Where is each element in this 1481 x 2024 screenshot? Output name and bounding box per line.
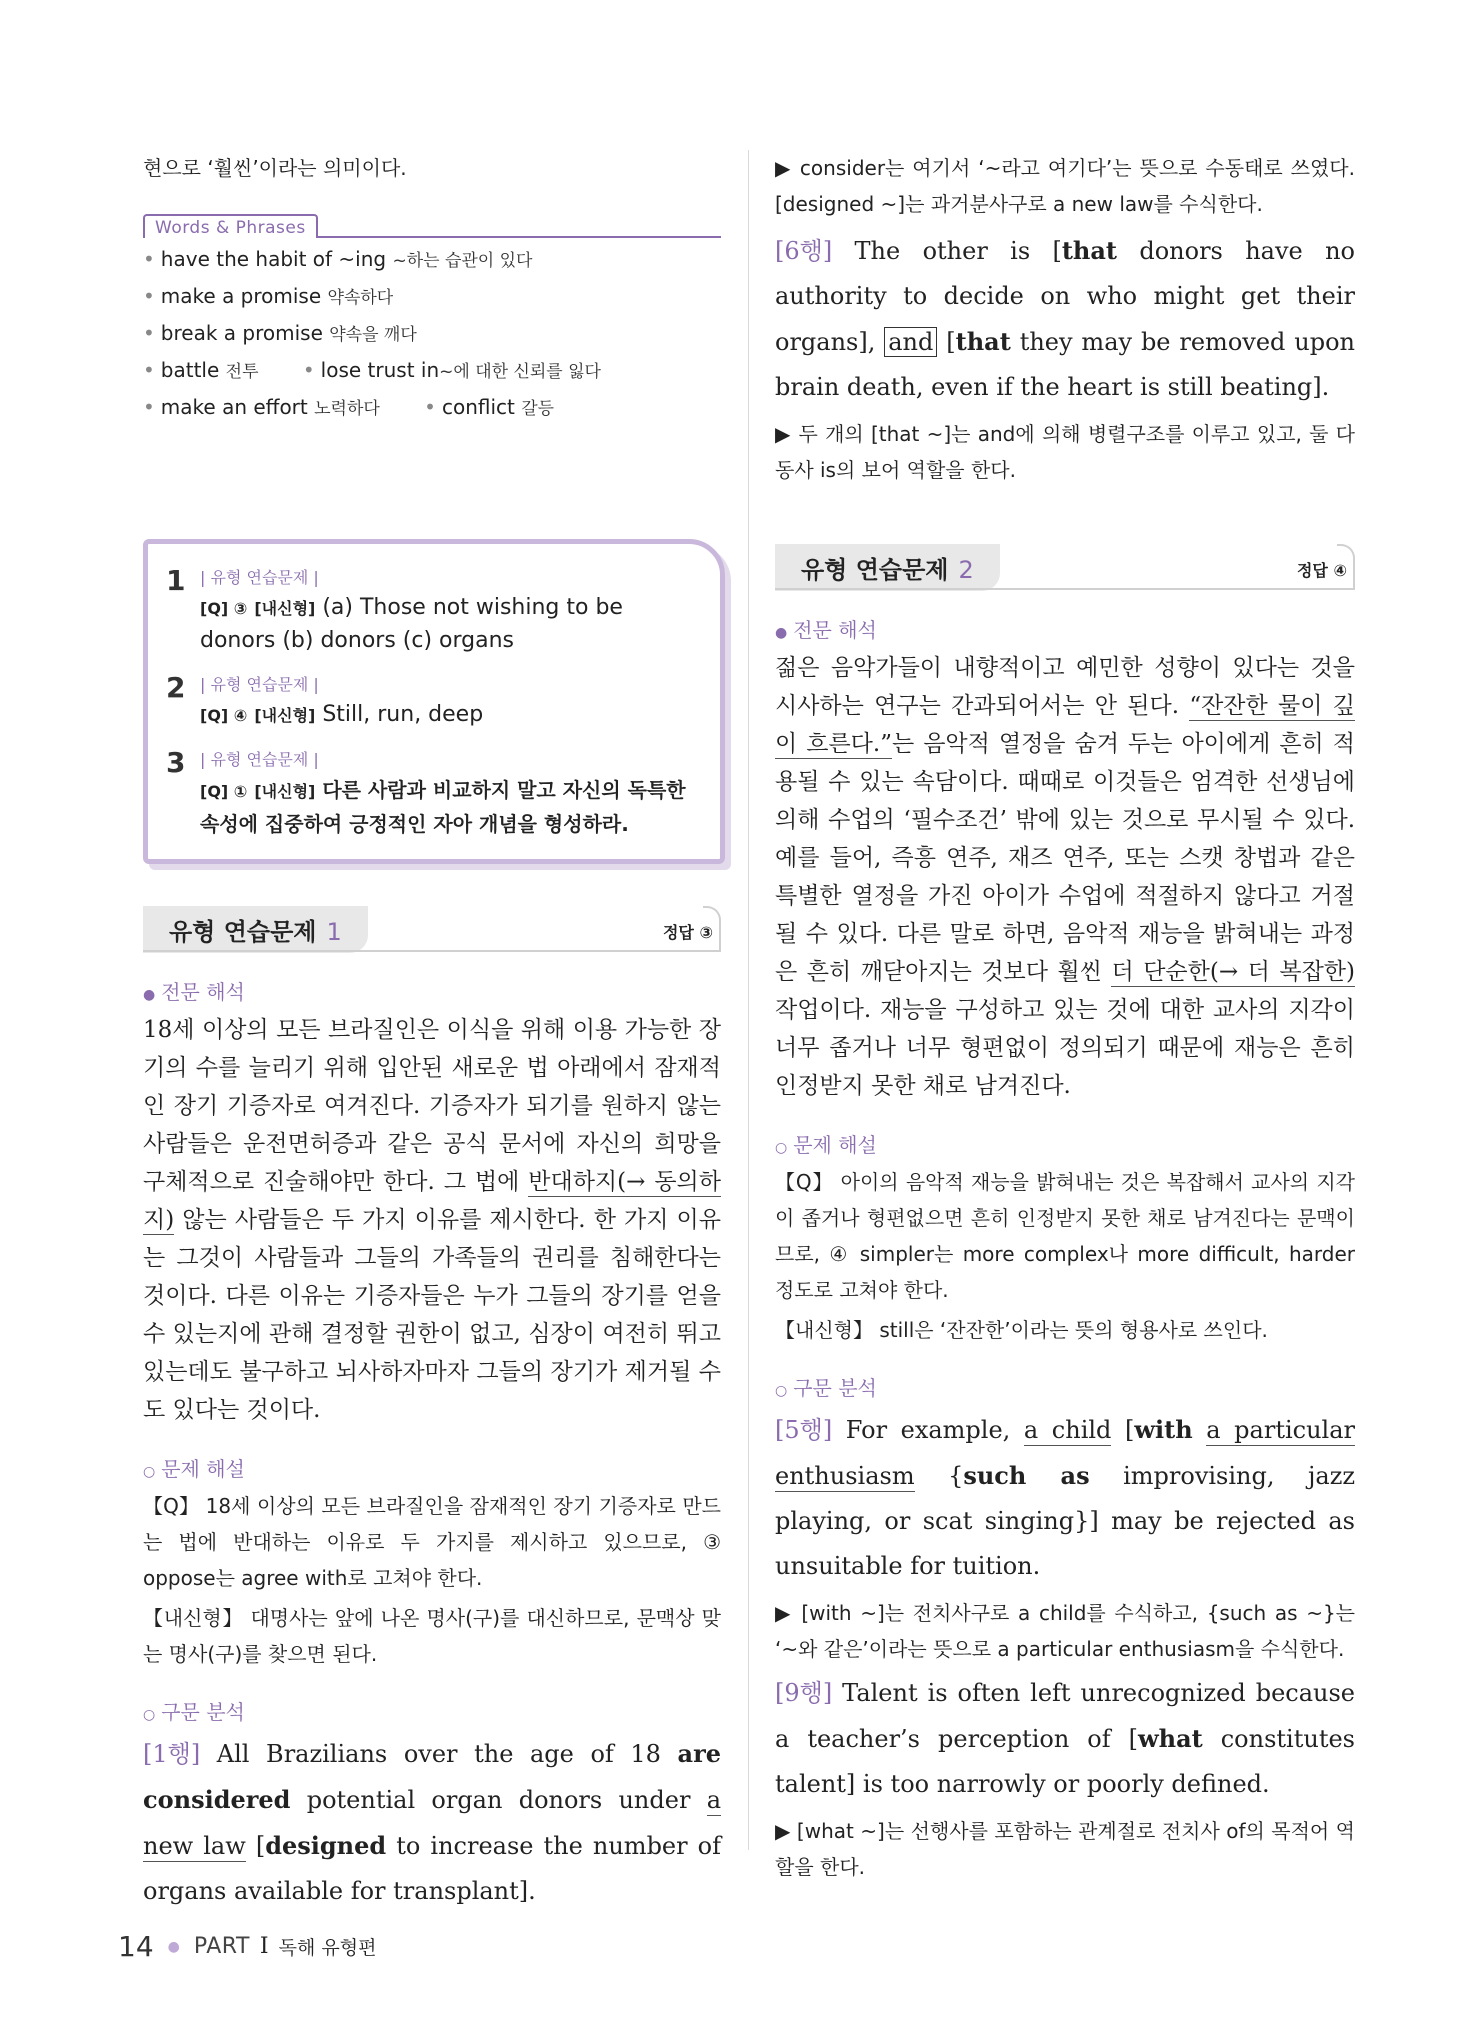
wp-item: • make an effort 노력하다 bbox=[143, 395, 380, 419]
note-with: ▶ [with ~]는 전치사구로 a child를 수식하고, {such as ~}는 ‘~와 같은’이라는 뜻으로 a particular enthusiasm을 수식한다. bbox=[775, 1601, 1355, 1661]
answer-label: | 유형 연습문제 | bbox=[200, 568, 319, 587]
answer-number: 1 bbox=[166, 564, 186, 597]
section-title: 유형 연습문제 2 bbox=[775, 544, 1000, 591]
note-consider: ▶ consider는 여기서 ‘~라고 여기다’는 뜻으로 수동태로 쓰였다. [designed ~]는 과거분사구로 a new law를 수식한다. bbox=[775, 156, 1355, 216]
wp-row bbox=[143, 242, 721, 279]
footer-roman: I bbox=[259, 1934, 269, 1959]
wp-item: • break a promise 약속을 깨다 bbox=[143, 321, 417, 345]
wp-item: • battle 전투 bbox=[143, 358, 259, 382]
note-that: ▶ 두 개의 [that ~]는 and에 의해 병렬구조를 이루고 있고, 둘 다 동사 is의 보어 역할을 한다. bbox=[775, 422, 1355, 482]
carryover-line: 현으로 ‘훨씬’이라는 의미이다. bbox=[143, 156, 407, 180]
wp-row bbox=[143, 279, 721, 353]
answer-item bbox=[166, 671, 704, 732]
full-translation-paragraph: 젊은 음악가들이 내향적이고 예민한 성향이 있다는 것을 시사하는 연구는 간과되어서는 안 된다. “잔잔한 물이 깊이 흐른다.”는 음악적 열정을 숨겨 두는 아이에게 흔히 적용될 수 있는 속담이다. 때때로 이것들은 엄격한 선생님에 의해 수업의 ‘필수조건’ 밖에 있는 것으로 무시될 수 있다. 예를 들어, 즉흥 연주, 재즈 연주, 또는 스캣 창법과 같은 특별한 열정을 가진 아이가 수업에 적절하지 않다고 거절될 수 있다. 다른 말로 하면, 음악적 재능을 밝혀내는 과정은 흔히 깨닫아지는 것보다 훨씬 더 단순한(→ 더 복잡한) 작업이다. 재능을 구성하고 있는 것에 대한 교사의 지각이 너무 좁거나 너무 형편없이 정의되기 때문에 재능은 흔히 인정받지 못한 채로 남겨진다. bbox=[775, 655, 1356, 1099]
footer-dot: ● bbox=[167, 1938, 180, 1955]
wp-item: • make a promise 약속하다 bbox=[143, 284, 394, 308]
words-phrases-header bbox=[143, 214, 721, 238]
answer-item bbox=[166, 746, 704, 841]
answer-label: | 유형 연습문제 | bbox=[200, 675, 319, 694]
grammar-sentence-9: [9행] Talent is often left unrecognized because a teacher’s perception of [what constitutes talent] is too narrowly or poorly defined. bbox=[775, 1679, 1355, 1798]
section-header bbox=[775, 544, 1355, 590]
subhead-full-translation: ● 전문 해석 bbox=[143, 980, 245, 1004]
section-header bbox=[143, 906, 721, 952]
section-answer: 정답 ④ bbox=[1296, 561, 1347, 580]
wp-row bbox=[143, 390, 721, 427]
answer-item bbox=[166, 564, 704, 657]
footer-part: PART bbox=[193, 1934, 250, 1959]
answer-text: [Q] ④ [내신형] Still, run, deep bbox=[200, 702, 484, 727]
subhead-grammar: ○ 구문 분석 bbox=[775, 1376, 877, 1400]
subhead-solution: ○ 문제 해설 bbox=[775, 1133, 877, 1157]
solution-q: 【Q】 18세 이상의 모든 브라질인을 잠재적인 장기 기증자로 만드는 법에 반대하는 이유로 두 가지를 제시하고 있으므로, ③ oppose는 agree with로 고쳐야 한다. bbox=[143, 1494, 721, 1590]
solution-naesin: 【내신형】 still은 ‘잔잔한’이라는 뜻의 형용사로 쓰인다. bbox=[775, 1318, 1268, 1342]
subhead-full-translation: ● 전문 해석 bbox=[775, 618, 877, 642]
left-column bbox=[143, 150, 721, 1914]
words-phrases-rule bbox=[318, 236, 721, 238]
answer-text: [Q] ③ [내신형] (a) Those not wishing to be donors (b) donors (c) organs bbox=[200, 595, 623, 653]
words-phrases-title: Words & Phrases bbox=[143, 214, 318, 238]
page-footer bbox=[118, 1930, 376, 1963]
footer-title: 독해 유형편 bbox=[278, 1937, 377, 1959]
section-answer: 정답 ③ bbox=[662, 923, 713, 942]
grammar-sentence-6: [6행] The other is [that donors have no authority to decide on who might get their organs], and [that they may be removed upon brain death, even if the heart is still beating]. bbox=[775, 236, 1355, 401]
grammar-sentence-5: [5행] For example, a child [with a particular enthusiasm {such as improvising, jazz playing, or scat singing}] may be rejected as unsuitable for tuition. bbox=[775, 1415, 1356, 1580]
solution-naesin: 【내신형】 대명사는 앞에 나온 명사(구)를 대신하므로, 문맥상 맞는 명사(구)를 찾으면 된다. bbox=[143, 1606, 721, 1666]
answer-label: | 유형 연습문제 | bbox=[200, 750, 319, 769]
full-translation-paragraph: 18세 이상의 모든 브라질인은 이식을 위해 이용 가능한 장기의 수를 늘리기 위해 입안된 새로운 법 아래에서 잠재적인 장기 기증자로 여겨진다. 기증자가 되기를 원하지 않는 사람들은 운전면허증과 같은 공식 문서에 자신의 희망을 구체적으로 진술해야만 한다. 그 법에 반대하지(→ 동의하지) 않는 사람들은 두 가지 이유를 제시한다. 한 가지 이유는 그것이 사람들과 그들의 가족들의 권리를 침해한다는 것이다. 다른 이유는 기증자들은 누가 그들의 장기를 얻을 수 있는지에 관해 결정할 권한이 없고, 심장이 여전히 뛰고 있는데도 불구하고 뇌사하자마자 그들의 장기가 제거될 수도 있다는 것이다. bbox=[143, 1017, 721, 1423]
wp-row bbox=[143, 353, 721, 390]
grammar-sentence: [1행] All Brazilians over the age of 18 are considered potential organ donors under a new law [designed to increase the number of organs available for transplant]. bbox=[143, 1739, 721, 1905]
answer-text: [Q] ① [내신형] 다른 사람과 비교하지 말고 자신의 독특한 속성에 집중하여 긍정적인 자아 개념을 형성하라. bbox=[200, 778, 686, 836]
answer-key-box bbox=[143, 539, 725, 864]
wp-item: • have the habit of ~ing ~하는 습관이 있다 bbox=[143, 247, 533, 271]
right-column bbox=[775, 150, 1355, 1885]
wp-item: • lose trust in~에 대한 신뢰를 잃다 bbox=[302, 358, 601, 382]
note-what: ▶ [what ~]는 선행사를 포함하는 관계절로 전치사 of의 목적어 역할을 한다. bbox=[775, 1819, 1355, 1879]
page-number: 14 bbox=[118, 1930, 154, 1963]
words-phrases-list bbox=[143, 242, 721, 427]
subhead-grammar: ○ 구문 분석 bbox=[143, 1700, 245, 1724]
solution-q: 【Q】 아이의 음악적 재능을 밝혀내는 것은 복잡해서 교사의 지각이 좁거나 형편없으면 흔히 인정받지 못한 채로 남겨진다는 문맥이므로, ④ simpler는 more complex나 more difficult, harder 정도로 고쳐야 한다. bbox=[775, 1170, 1355, 1302]
subhead-solution: ○ 문제 해설 bbox=[143, 1457, 245, 1481]
section-title: 유형 연습문제 1 bbox=[143, 906, 368, 953]
answer-number: 3 bbox=[166, 746, 186, 779]
answer-number: 2 bbox=[166, 671, 186, 704]
wp-item: • conflict 갈등 bbox=[424, 395, 555, 419]
column-divider bbox=[748, 150, 749, 1850]
